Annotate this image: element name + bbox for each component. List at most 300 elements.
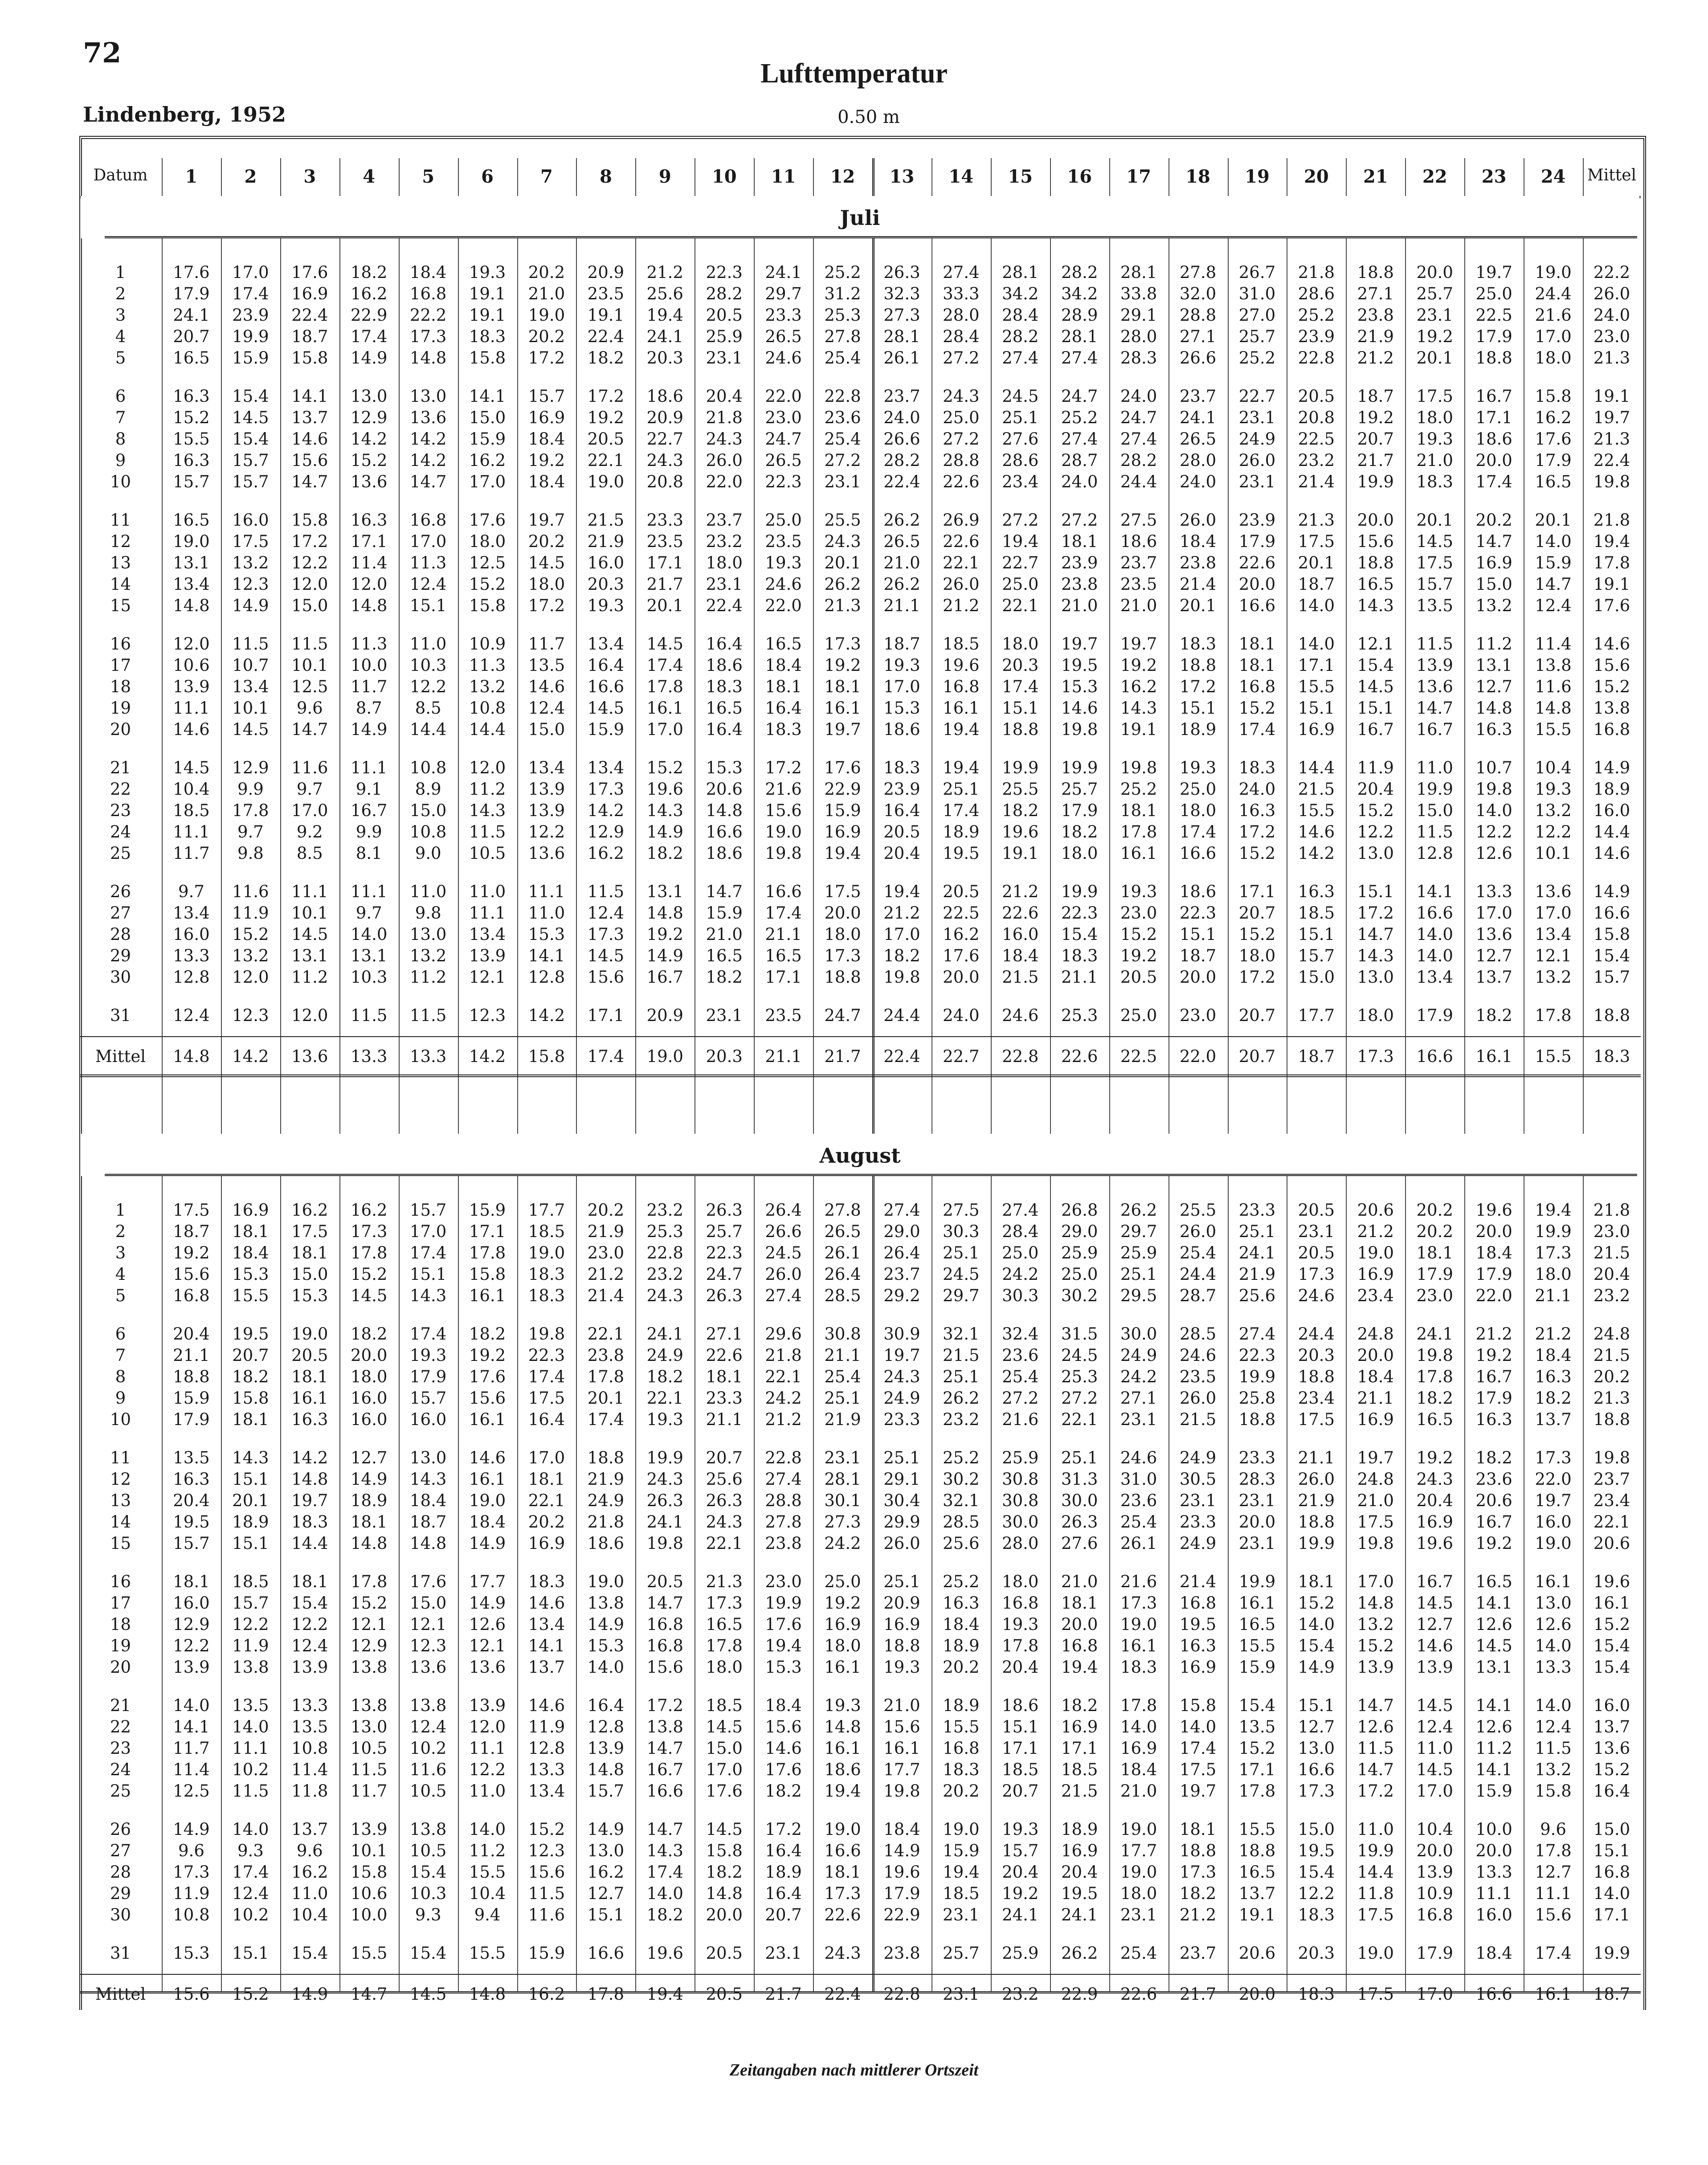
- header-hour: 1: [185, 166, 198, 187]
- cell-temperature: 18.4: [1179, 532, 1217, 551]
- cell-temperature: 11.0: [291, 1884, 328, 1903]
- cell-temperature: 13.3: [409, 1047, 447, 1066]
- cell-temperature: 27.4: [883, 1201, 920, 1220]
- cell-temperature: 26.1: [824, 1243, 861, 1262]
- cell-temperature: 13.3: [351, 1047, 388, 1066]
- cell-temperature: 17.1: [469, 1222, 506, 1241]
- cell-temperature: 28.6: [1002, 451, 1039, 470]
- cell-temperature: 21.9: [824, 1410, 861, 1429]
- cell-temperature: 8.9: [415, 780, 441, 799]
- cell-temperature: 21.3: [824, 596, 861, 615]
- cell-temperature: 13.4: [173, 575, 210, 594]
- cell-temperature: 24.0: [1061, 472, 1098, 491]
- cell-temperature: 17.9: [1238, 532, 1276, 551]
- cell-temperature: 20.4: [706, 387, 743, 406]
- cell-temperature: 20.4: [1002, 1863, 1039, 1882]
- cell-temperature: 13.7: [1535, 1410, 1572, 1429]
- cell-temperature: 12.3: [409, 1636, 447, 1655]
- cell-temperature: 11.8: [291, 1781, 328, 1801]
- cell-temperature: 17.4: [646, 656, 683, 675]
- row-label-day: 2: [115, 1222, 126, 1241]
- cell-temperature: 25.0: [943, 408, 980, 427]
- cell-temperature: 19.6: [1416, 1534, 1453, 1553]
- cell-daily-mean: 17.1: [1593, 1905, 1630, 1924]
- cell-temperature: 14.8: [173, 1047, 210, 1066]
- cell-temperature: 17.3: [587, 780, 625, 799]
- cell-temperature: 13.4: [232, 677, 269, 696]
- cell-temperature: 20.3: [1298, 1346, 1335, 1365]
- cell-temperature: 13.2: [1535, 1760, 1572, 1779]
- cell-temperature: 19.8: [1357, 1534, 1394, 1553]
- header-hour: 20: [1304, 166, 1329, 187]
- cell-temperature: 16.9: [883, 1615, 920, 1634]
- cell-temperature: 16.3: [943, 1593, 980, 1613]
- cell-temperature: 11.5: [1357, 1739, 1394, 1758]
- cell-temperature: 26.0: [765, 1265, 802, 1284]
- cell-temperature: 12.2: [469, 1760, 506, 1779]
- cell-temperature: 28.9: [1061, 306, 1098, 325]
- cell-temperature: 13.9: [1416, 1863, 1453, 1882]
- cell-temperature: 18.0: [1535, 348, 1572, 368]
- cell-temperature: 11.0: [1416, 1739, 1453, 1758]
- cell-temperature: 12.7: [1416, 1615, 1453, 1634]
- cell-temperature: 24.1: [646, 1512, 683, 1532]
- cell-temperature: 17.6: [469, 511, 506, 530]
- cell-temperature: 18.1: [1120, 801, 1157, 820]
- cell-temperature: 23.1: [1238, 408, 1276, 427]
- cell-temperature: 18.4: [409, 1491, 447, 1510]
- cell-temperature: 19.2: [824, 1593, 861, 1613]
- cell-temperature: 18.8: [1179, 1841, 1217, 1860]
- cell-temperature: 25.2: [943, 1572, 980, 1591]
- cell-temperature: 11.1: [351, 758, 388, 777]
- cell-temperature: 12.2: [232, 1615, 269, 1634]
- cell-temperature: 14.9: [291, 1985, 328, 2004]
- header-hour: 16: [1067, 166, 1092, 187]
- cell-temperature: 18.3: [1298, 1905, 1335, 1924]
- cell-temperature: 25.7: [1416, 284, 1453, 303]
- cell-temperature: 20.1: [232, 1491, 269, 1510]
- row-label-day: 11: [110, 511, 131, 530]
- cell-temperature: 13.2: [1535, 801, 1572, 820]
- cell-temperature: 24.6: [1179, 1346, 1217, 1365]
- cell-temperature: 14.0: [1179, 1717, 1217, 1736]
- cell-temperature: 27.2: [824, 451, 861, 470]
- row-label-day: 7: [115, 1346, 126, 1365]
- cell-temperature: 15.5: [1298, 677, 1335, 696]
- cell-temperature: 17.9: [1416, 1944, 1453, 1963]
- cell-temperature: 11.2: [469, 1841, 506, 1860]
- cell-temperature: 13.9: [1357, 1658, 1394, 1677]
- cell-temperature: 24.5: [765, 1243, 802, 1262]
- row-label-day: 19: [110, 699, 131, 718]
- cell-temperature: 27.6: [1061, 1534, 1098, 1553]
- cell-temperature: 14.0: [1416, 925, 1453, 944]
- cell-temperature: 13.9: [587, 1739, 625, 1758]
- cell-daily-mean: 19.8: [1593, 472, 1630, 491]
- cell-temperature: 11.0: [409, 882, 447, 901]
- cell-daily-mean: 13.6: [1593, 1739, 1630, 1758]
- cell-temperature: 21.0: [1416, 451, 1453, 470]
- cell-temperature: 27.6: [1002, 429, 1039, 449]
- cell-temperature: 14.8: [351, 1534, 388, 1553]
- cell-temperature: 19.0: [291, 1324, 328, 1344]
- cell-temperature: 21.2: [883, 903, 920, 923]
- cell-temperature: 19.2: [173, 1243, 210, 1262]
- cell-temperature: 21.2: [943, 596, 980, 615]
- cell-temperature: 11.7: [351, 677, 388, 696]
- cell-temperature: 17.2: [646, 1696, 683, 1715]
- row-label-day: 7: [115, 408, 126, 427]
- cell-temperature: 14.8: [173, 596, 210, 615]
- cell-temperature: 19.0: [1535, 1534, 1572, 1553]
- cell-temperature: 11.9: [232, 903, 269, 923]
- cell-temperature: 22.8: [1002, 1047, 1039, 1066]
- cell-temperature: 15.8: [1179, 1696, 1217, 1715]
- cell-temperature: 26.2: [824, 575, 861, 594]
- cell-temperature: 19.6: [646, 1944, 683, 1963]
- cell-temperature: 13.9: [528, 801, 565, 820]
- cell-temperature: 15.2: [1357, 801, 1394, 820]
- cell-temperature: 17.5: [1357, 1985, 1394, 2004]
- cell-temperature: 14.0: [173, 1696, 210, 1715]
- cell-temperature: 9.9: [355, 822, 382, 841]
- cell-temperature: 23.0: [1416, 1286, 1453, 1305]
- cell-temperature: 24.7: [1061, 387, 1098, 406]
- cell-temperature: 18.8: [1002, 720, 1039, 739]
- cell-temperature: 20.3: [1002, 656, 1039, 675]
- cell-temperature: 20.4: [883, 844, 920, 863]
- row-label-day: 11: [110, 1448, 131, 1467]
- cell-temperature: 17.3: [1179, 1863, 1217, 1882]
- cell-temperature: 12.1: [469, 1636, 506, 1655]
- cell-temperature: 27.4: [765, 1470, 802, 1489]
- cell-temperature: 18.3: [943, 1760, 980, 1779]
- cell-temperature: 25.0: [824, 1572, 861, 1591]
- cell-temperature: 16.3: [351, 511, 388, 530]
- cell-temperature: 17.5: [1357, 1512, 1394, 1532]
- cell-temperature: 12.7: [587, 1884, 625, 1903]
- cell-temperature: 24.2: [1120, 1367, 1157, 1386]
- cell-temperature: 11.5: [291, 634, 328, 654]
- cell-temperature: 24.1: [1002, 1905, 1039, 1924]
- cell-temperature: 13.9: [291, 1658, 328, 1677]
- cell-temperature: 23.0: [587, 1243, 625, 1262]
- cell-temperature: 24.3: [883, 1367, 920, 1386]
- cell-temperature: 16.5: [706, 1615, 743, 1634]
- cell-temperature: 24.3: [646, 1286, 683, 1305]
- header-hour: 21: [1363, 166, 1388, 187]
- cell-temperature: 16.3: [1238, 801, 1276, 820]
- cell-temperature: 15.2: [469, 575, 506, 594]
- cell-temperature: 10.3: [351, 968, 388, 987]
- cell-temperature: 19.4: [824, 844, 861, 863]
- cell-temperature: 19.7: [1535, 1491, 1572, 1510]
- cell-temperature: 16.8: [1061, 1636, 1098, 1655]
- header-hour: 11: [771, 166, 796, 187]
- cell-temperature: 18.2: [1535, 1389, 1572, 1408]
- cell-temperature: 21.2: [1535, 1324, 1572, 1344]
- cell-temperature: 15.4: [409, 1863, 447, 1882]
- cell-temperature: 16.3: [173, 1470, 210, 1489]
- cell-temperature: 17.8: [1238, 1781, 1276, 1801]
- cell-temperature: 26.3: [646, 1491, 683, 1510]
- cell-temperature: 20.5: [706, 1944, 743, 1963]
- cell-temperature: 26.1: [883, 348, 920, 368]
- cell-temperature: 24.1: [1061, 1905, 1098, 1924]
- cell-temperature: 11.3: [469, 656, 506, 675]
- cell-temperature: 19.2: [1357, 408, 1394, 427]
- cell-temperature: 34.2: [1061, 284, 1098, 303]
- cell-temperature: 19.0: [173, 532, 210, 551]
- header-hour: 19: [1245, 166, 1270, 187]
- cell-temperature: 16.4: [765, 699, 802, 718]
- cell-temperature: 15.9: [587, 720, 625, 739]
- cell-temperature: 14.0: [1298, 634, 1335, 654]
- cell-temperature: 17.8: [232, 801, 269, 820]
- cell-daily-mean: 16.8: [1593, 720, 1630, 739]
- cell-temperature: 13.8: [409, 1820, 447, 1839]
- cell-temperature: 20.9: [646, 408, 683, 427]
- cell-temperature: 23.3: [765, 306, 802, 325]
- cell-temperature: 22.1: [528, 1491, 565, 1510]
- cell-temperature: 13.4: [587, 634, 625, 654]
- cell-temperature: 20.7: [1238, 1047, 1276, 1066]
- cell-temperature: 9.6: [178, 1841, 204, 1860]
- cell-temperature: 24.6: [1120, 1448, 1157, 1467]
- cell-temperature: 13.7: [1238, 1884, 1276, 1903]
- cell-temperature: 14.3: [232, 1448, 269, 1467]
- cell-temperature: 17.4: [409, 1243, 447, 1262]
- cell-temperature: 17.3: [1298, 1781, 1335, 1801]
- cell-temperature: 15.8: [1535, 387, 1572, 406]
- cell-temperature: 16.9: [1061, 1841, 1098, 1860]
- cell-temperature: 25.4: [1120, 1512, 1157, 1532]
- cell-temperature: 14.1: [291, 387, 328, 406]
- cell-temperature: 23.3: [1238, 1201, 1276, 1220]
- cell-temperature: 16.1: [1535, 1572, 1572, 1591]
- cell-temperature: 22.5: [1120, 1047, 1157, 1066]
- cell-temperature: 18.3: [528, 1572, 565, 1591]
- cell-temperature: 15.6: [291, 451, 328, 470]
- cell-temperature: 16.8: [646, 1615, 683, 1634]
- cell-temperature: 23.5: [646, 532, 683, 551]
- cell-temperature: 25.3: [646, 1222, 683, 1241]
- cell-temperature: 15.7: [409, 1389, 447, 1408]
- row-label-day: 9: [115, 451, 126, 470]
- cell-temperature: 16.6: [1416, 1047, 1453, 1066]
- cell-temperature: 22.4: [883, 1047, 920, 1066]
- cell-temperature: 22.2: [409, 306, 447, 325]
- cell-temperature: 26.0: [1298, 1470, 1335, 1489]
- cell-temperature: 26.5: [765, 451, 802, 470]
- cell-temperature: 11.6: [409, 1760, 447, 1779]
- cell-temperature: 10.9: [1416, 1884, 1453, 1903]
- cell-temperature: 28.3: [1238, 1470, 1276, 1489]
- cell-temperature: 20.0: [1238, 1512, 1276, 1532]
- cell-temperature: 13.2: [232, 553, 269, 572]
- cell-temperature: 19.3: [1416, 429, 1453, 449]
- cell-temperature: 31.3: [1061, 1470, 1098, 1489]
- cell-temperature: 18.2: [1002, 801, 1039, 820]
- cell-temperature: 16.7: [1475, 387, 1512, 406]
- cell-temperature: 21.1: [765, 1047, 802, 1066]
- cell-temperature: 24.9: [1179, 1534, 1217, 1553]
- cell-temperature: 12.4: [173, 1006, 210, 1025]
- cell-temperature: 17.8: [587, 1367, 625, 1386]
- cell-temperature: 24.7: [765, 429, 802, 449]
- cell-temperature: 10.5: [409, 1781, 447, 1801]
- cell-temperature: 17.3: [824, 946, 861, 965]
- cell-temperature: 23.7: [706, 511, 743, 530]
- cell-temperature: 16.5: [1238, 1615, 1276, 1634]
- cell-temperature: 15.7: [232, 1593, 269, 1613]
- cell-temperature: 16.1: [469, 1286, 506, 1305]
- cell-temperature: 25.7: [943, 1944, 980, 1963]
- cell-temperature: 15.1: [1002, 1717, 1039, 1736]
- cell-temperature: 23.3: [646, 511, 683, 530]
- cell-temperature: 12.6: [1475, 1615, 1512, 1634]
- cell-temperature: 19.6: [883, 1863, 920, 1882]
- cell-temperature: 22.5: [943, 903, 980, 923]
- cell-temperature: 17.9: [1475, 1265, 1512, 1284]
- cell-temperature: 16.6: [587, 677, 625, 696]
- cell-temperature: 15.0: [1416, 801, 1453, 820]
- cell-temperature: 20.0: [1179, 968, 1217, 987]
- cell-temperature: 14.0: [1120, 1717, 1157, 1736]
- cell-daily-mean: 16.1: [1593, 1593, 1630, 1613]
- cell-temperature: 25.3: [1061, 1367, 1098, 1386]
- cell-temperature: 10.0: [351, 1905, 388, 1924]
- cell-temperature: 19.8: [1061, 720, 1098, 739]
- cell-temperature: 21.8: [587, 1512, 625, 1532]
- cell-temperature: 11.3: [351, 634, 388, 654]
- cell-temperature: 19.8: [1416, 1346, 1453, 1365]
- cell-daily-mean: 15.0: [1593, 1820, 1630, 1839]
- cell-temperature: 14.9: [883, 1841, 920, 1860]
- cell-temperature: 17.5: [1357, 1905, 1394, 1924]
- cell-temperature: 14.3: [646, 801, 683, 820]
- cell-temperature: 14.6: [528, 1593, 565, 1613]
- cell-temperature: 11.7: [351, 1781, 388, 1801]
- cell-temperature: 15.5: [351, 1944, 388, 1963]
- cell-temperature: 22.8: [1298, 348, 1335, 368]
- row-label-day: 13: [110, 553, 131, 572]
- cell-temperature: 15.9: [1475, 1781, 1512, 1801]
- cell-temperature: 18.4: [765, 656, 802, 675]
- cell-temperature: 18.3: [469, 327, 506, 346]
- cell-temperature: 24.9: [587, 1491, 625, 1510]
- cell-temperature: 17.3: [351, 1222, 388, 1241]
- cell-daily-mean: 15.2: [1593, 1615, 1630, 1634]
- cell-temperature: 13.3: [291, 1696, 328, 1715]
- cell-daily-mean: 21.8: [1593, 511, 1630, 530]
- cell-temperature: 17.3: [587, 925, 625, 944]
- cell-temperature: 22.7: [646, 429, 683, 449]
- cell-temperature: 14.1: [173, 1717, 210, 1736]
- cell-temperature: 16.3: [291, 1410, 328, 1429]
- cell-temperature: 18.8: [824, 968, 861, 987]
- cell-temperature: 23.1: [706, 348, 743, 368]
- row-label-day: 3: [115, 306, 126, 325]
- cell-temperature: 18.6: [706, 656, 743, 675]
- cell-temperature: 25.6: [943, 1534, 980, 1553]
- cell-temperature: 23.9: [1238, 511, 1276, 530]
- cell-temperature: 22.9: [824, 780, 861, 799]
- cell-temperature: 14.9: [232, 596, 269, 615]
- cell-temperature: 17.4: [1179, 1739, 1217, 1758]
- cell-temperature: 14.7: [646, 1593, 683, 1613]
- cell-temperature: 27.4: [1002, 1201, 1039, 1220]
- cell-temperature: 23.2: [646, 1265, 683, 1284]
- cell-temperature: 19.3: [1535, 780, 1572, 799]
- cell-temperature: 25.1: [1061, 1448, 1098, 1467]
- cell-temperature: 19.8: [1475, 780, 1512, 799]
- cell-temperature: 24.6: [765, 575, 802, 594]
- cell-temperature: 24.9: [646, 1346, 683, 1365]
- header-hour: 8: [599, 166, 612, 187]
- cell-temperature: 13.6: [1475, 925, 1512, 944]
- cell-temperature: 19.6: [1002, 822, 1039, 841]
- cell-temperature: 23.4: [1298, 1389, 1335, 1408]
- cell-temperature: 32.4: [1002, 1324, 1039, 1344]
- cell-temperature: 18.6: [706, 844, 743, 863]
- cell-temperature: 18.5: [1002, 1760, 1039, 1779]
- cell-temperature: 18.2: [883, 946, 920, 965]
- cell-temperature: 14.2: [469, 1047, 506, 1066]
- cell-temperature: 25.5: [1002, 780, 1039, 799]
- row-label-day: 31: [110, 1944, 131, 1963]
- cell-temperature: 14.0: [646, 1884, 683, 1903]
- cell-temperature: 16.1: [1120, 1636, 1157, 1655]
- cell-temperature: 25.2: [1298, 306, 1335, 325]
- cell-temperature: 15.1: [1002, 699, 1039, 718]
- row-label-day: 6: [115, 1324, 126, 1344]
- row-label-day: 4: [115, 1265, 126, 1284]
- cell-temperature: 13.0: [351, 1717, 388, 1736]
- cell-temperature: 15.7: [173, 472, 210, 491]
- row-label-day: 16: [110, 1572, 131, 1591]
- cell-temperature: 24.3: [1416, 1470, 1453, 1489]
- cell-temperature: 17.6: [173, 263, 210, 282]
- cell-temperature: 17.2: [1357, 1781, 1394, 1801]
- cell-temperature: 15.2: [1120, 925, 1157, 944]
- cell-temperature: 18.4: [409, 263, 447, 282]
- cell-temperature: 14.2: [587, 801, 625, 820]
- cell-temperature: 17.6: [824, 758, 861, 777]
- cell-temperature: 19.0: [943, 1820, 980, 1839]
- cell-temperature: 17.0: [291, 801, 328, 820]
- row-label-day: 10: [110, 472, 131, 491]
- cell-temperature: 16.1: [1120, 844, 1157, 863]
- cell-daily-mean: 15.2: [1593, 677, 1630, 696]
- cell-temperature: 12.2: [1475, 822, 1512, 841]
- cell-temperature: 23.9: [232, 306, 269, 325]
- cell-temperature: 19.7: [1357, 1448, 1394, 1467]
- cell-temperature: 15.6: [173, 1985, 210, 2004]
- cell-temperature: 23.1: [1298, 1222, 1335, 1241]
- cell-temperature: 12.9: [587, 822, 625, 841]
- cell-temperature: 22.6: [1238, 553, 1276, 572]
- cell-temperature: 22.0: [1179, 1047, 1217, 1066]
- cell-temperature: 9.3: [415, 1905, 441, 1924]
- cell-temperature: 15.0: [409, 801, 447, 820]
- cell-temperature: 13.0: [409, 1448, 447, 1467]
- cell-temperature: 18.4: [232, 1243, 269, 1262]
- cell-temperature: 27.2: [1002, 1389, 1039, 1408]
- cell-temperature: 12.4: [1535, 596, 1572, 615]
- cell-temperature: 22.8: [765, 1448, 802, 1467]
